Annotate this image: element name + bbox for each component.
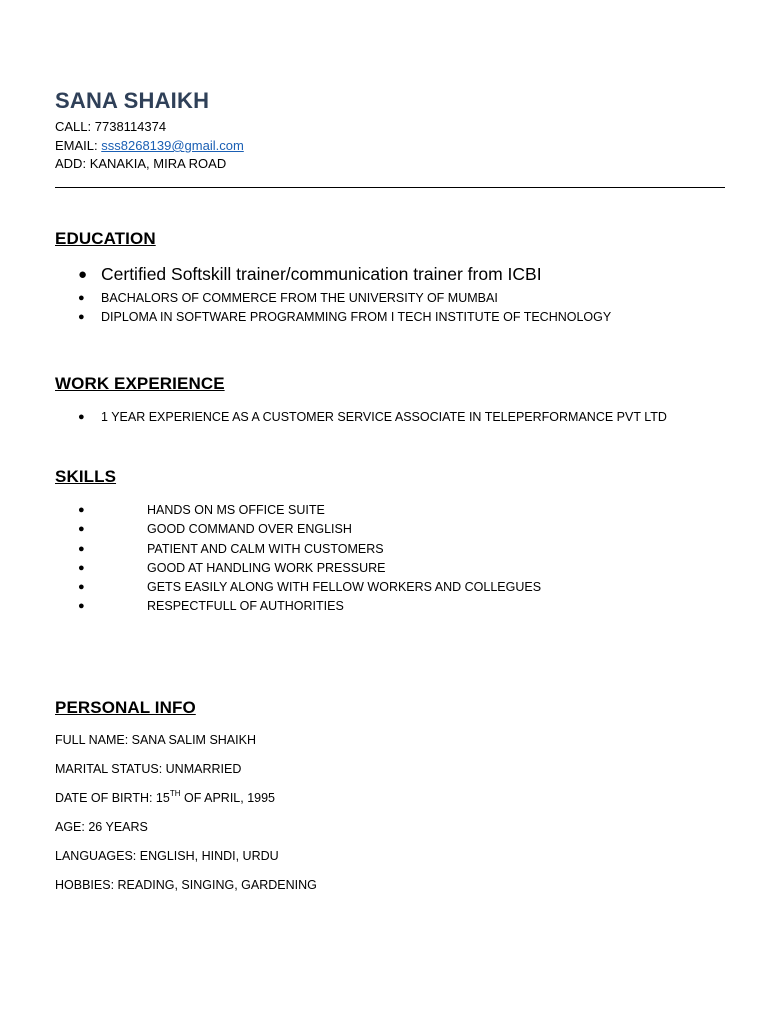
phone-label: CALL: <box>55 119 92 134</box>
skills-list <box>78 501 541 617</box>
age-line: AGE: 26 YEARS <box>55 820 148 834</box>
marital-status-line: MARITAL STATUS: UNMARRIED <box>55 762 242 776</box>
candidate-name: SANA SHAIKH <box>55 88 210 113</box>
full-name-line: FULL NAME: SANA SALIM SHAIKH <box>55 733 256 747</box>
dob-rest: OF APRIL, 1995 <box>180 791 276 805</box>
education-item-text: DIPLOMA IN SOFTWARE PROGRAMMING FROM I TECH INSTITUTE OF TECHNOLOGY <box>101 310 612 324</box>
bullet-icon: ● <box>78 600 85 613</box>
list-item <box>78 501 541 520</box>
date-of-birth-line <box>55 791 275 805</box>
skill-item-text: GOOD COMMAND OVER ENGLISH <box>147 522 352 537</box>
list-item <box>78 578 541 597</box>
skill-item-text: GOOD AT HANDLING WORK PRESSURE <box>147 560 386 575</box>
address-value: KANAKIA, MIRA ROAD <box>89 156 227 171</box>
work-experience-list <box>78 408 667 427</box>
bullet-icon: ● <box>78 504 85 516</box>
address-label: ADD: <box>55 156 87 171</box>
email-link[interactable]: sss8268139@gmail.com <box>101 138 244 153</box>
bullet-icon: ● <box>78 581 85 594</box>
work-experience-heading: WORK EXPERIENCE <box>55 374 225 393</box>
list-item <box>78 559 541 578</box>
email-line <box>55 137 244 156</box>
phone-line <box>55 118 166 137</box>
work-item-text: 1 YEAR EXPERIENCE AS A CUSTOMER SERVICE ASSOCIATE IN TELEPERFORMANCE PVT LTD <box>101 410 667 424</box>
education-list-primary <box>78 263 542 285</box>
education-heading: EDUCATION <box>55 229 156 248</box>
education-item-text: BACHALORS OF COMMERCE FROM THE UNIVERSITY OF MUMBAI <box>101 291 498 305</box>
address-line <box>55 155 226 174</box>
phone-value: 7738114374 <box>94 119 167 134</box>
dob-prefix: DATE OF BIRTH: 15 <box>55 791 170 805</box>
bullet-icon: ● <box>78 523 85 536</box>
dob-ordinal: TH <box>169 789 181 798</box>
skill-item-text: GETS EASILY ALONG WITH FELLOW WORKERS AND COLLEGUES <box>147 580 542 595</box>
languages-line: LANGUAGES: ENGLISH, HINDI, URDU <box>55 849 279 863</box>
skills-heading: SKILLS <box>55 467 117 486</box>
bullet-icon: ● <box>78 542 85 555</box>
skill-item-text: RESPECTFULL OF AUTHORITIES <box>147 599 344 614</box>
list-item <box>78 597 541 616</box>
list-item <box>78 408 667 427</box>
list-item <box>78 520 541 539</box>
list-item <box>78 540 541 559</box>
email-label: EMAIL: <box>55 138 98 153</box>
bullet-icon: ● <box>78 561 85 574</box>
hobbies-line: HOBBIES: READING, SINGING, GARDENING <box>55 878 317 892</box>
bullet-icon: ● <box>78 266 88 283</box>
skill-item-text: HANDS ON MS OFFICE SUITE <box>147 503 325 517</box>
education-item-text: Certified Softskill trainer/communication trainer from ICBI <box>101 264 542 284</box>
list-item <box>78 308 611 327</box>
bullet-icon: ● <box>78 311 85 323</box>
list-item <box>78 289 611 308</box>
header-divider <box>55 187 725 188</box>
skill-item-text: PATIENT AND CALM WITH CUSTOMERS <box>147 541 384 556</box>
list-item <box>78 263 542 285</box>
bullet-icon: ● <box>78 411 85 423</box>
personal-info-heading: PERSONAL INFO <box>55 698 196 717</box>
bullet-icon: ● <box>78 292 85 304</box>
education-list <box>78 289 611 327</box>
